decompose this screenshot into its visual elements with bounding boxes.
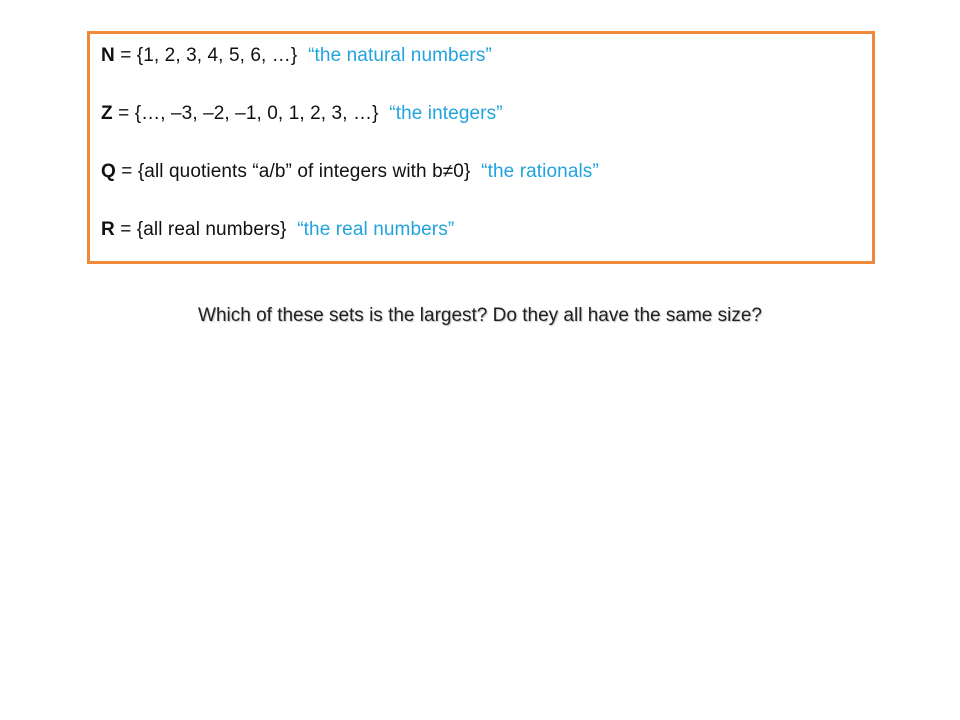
- set-description: {1, 2, 3, 4, 5, 6, …}: [136, 45, 298, 66]
- set-description: {…, –3, –2, –1, 0, 1, 2, 3, …}: [134, 103, 379, 124]
- set-symbol: Q: [101, 161, 116, 182]
- definition-integers: [101, 102, 872, 126]
- equals-sign: =: [114, 219, 137, 240]
- set-nickname: “the natural numbers”: [308, 45, 492, 66]
- equals-sign: =: [112, 103, 135, 124]
- set-description: {all quotients “a/b” of integers with b≠0}: [137, 161, 471, 182]
- definitions-box: [87, 31, 875, 264]
- set-symbol: R: [101, 219, 115, 240]
- set-symbol: Z: [101, 103, 113, 124]
- definition-rationals: [101, 160, 872, 184]
- set-nickname: “the rationals”: [481, 161, 599, 182]
- definition-real-numbers: [101, 218, 872, 242]
- set-nickname: “the integers”: [389, 103, 503, 124]
- equals-sign: =: [115, 161, 138, 182]
- set-description: {all real numbers}: [136, 219, 287, 240]
- set-symbol: N: [101, 45, 115, 66]
- definition-natural-numbers: [101, 44, 872, 68]
- question-text: Which of these sets is the largest? Do they all have the same size?: [198, 305, 762, 326]
- equals-sign: =: [114, 45, 137, 66]
- set-nickname: “the real numbers”: [297, 219, 455, 240]
